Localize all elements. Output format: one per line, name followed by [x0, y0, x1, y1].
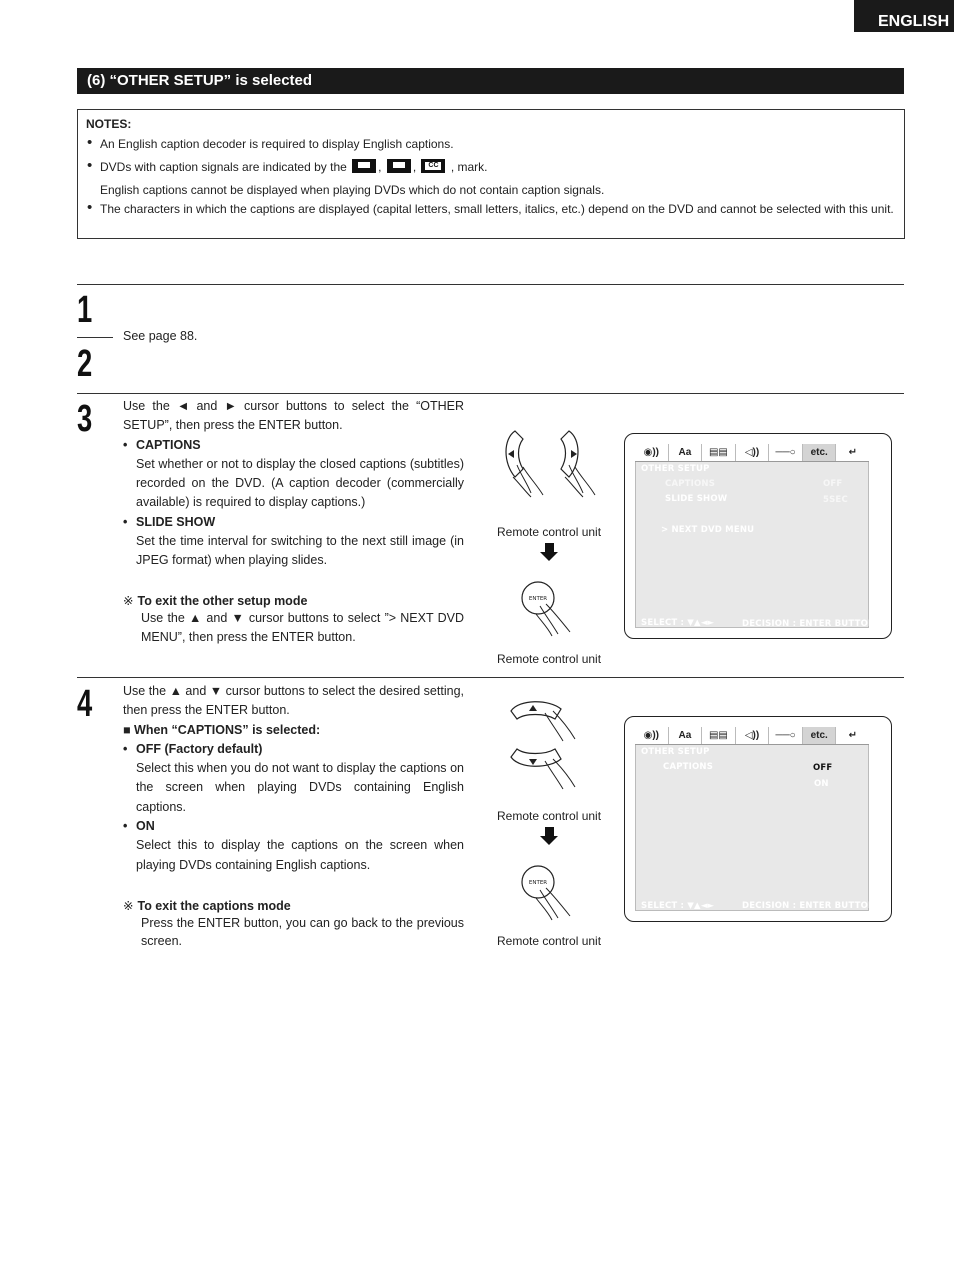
note-item [86, 135, 896, 154]
note-text: DVDs with caption signals are indicated by the [100, 160, 347, 174]
return-tab: ↵ [848, 730, 857, 741]
enter-label: ENTER [528, 596, 548, 602]
setup-tab-bar [635, 444, 869, 462]
exit-description: Use the ▲ and ▼ cursor buttons to select ”> NEXT DVD MENU”, then press the ENTER button. [141, 610, 464, 644]
note-text: , mark. [450, 160, 488, 174]
on-option-heading: • ON [123, 817, 464, 836]
other-setup-tab: etc. [803, 444, 837, 461]
note-item: • DVDs with caption signals are indicated by the , , CC , mark. [87, 157, 488, 174]
step-number: 4 [77, 683, 93, 725]
footer-select-hint: SELECT : ▼▲◄► [641, 618, 715, 628]
display-setup-tab: ▤▤ [702, 727, 736, 744]
bullet-icon: • [87, 134, 93, 151]
other-setup-tab: etc. [803, 727, 837, 744]
step-intro: Use the ◄ and ► cursor buttons to select the “OTHER SETUP”, then press the ENTER button. [123, 399, 464, 433]
reference-mark: ※ [123, 593, 134, 608]
reference-mark: ※ [123, 898, 134, 913]
slideshow-menu-item: SLIDE SHOW [665, 494, 728, 504]
tv-screen-captions [624, 716, 892, 922]
footer-decision-hint: DECISION : ENTER BUTTON [742, 901, 876, 911]
language-setup-tab: Aa [669, 444, 703, 461]
remote-caption: Remote control unit [497, 652, 602, 666]
note-text: The characters in which the captions are displayed (capital letters, small letters, italics, etc.) depend on the DVD and cannot be selected with this unit. [100, 202, 894, 216]
audio-setup-tab: ◁)) [736, 727, 770, 744]
step-number: 2 [77, 343, 93, 385]
disc-setup-tab: ◉)) [635, 727, 669, 744]
note-text: English captions cannot be displayed when playing DVDs which do not contain caption signals. [100, 183, 605, 197]
footer-decision-hint: DECISION : ENTER BUTTON [742, 619, 876, 629]
remote-caption: Remote control unit [497, 525, 602, 539]
enter-label: ENTER [528, 880, 548, 886]
off-option: OFF [813, 763, 833, 773]
divider [77, 284, 904, 285]
step-4-text [123, 682, 464, 950]
language-setup-tab: Aa [669, 727, 703, 744]
captions-value: OFF [823, 479, 843, 489]
divider [77, 393, 904, 394]
captions-menu-item: CAPTIONS [663, 762, 714, 772]
tv-screen-other-setup [624, 433, 892, 639]
parental-lock-tab: ──○ [769, 444, 803, 461]
caption-subtitle-icon [352, 159, 376, 173]
screen-title: OTHER SETUP [641, 747, 710, 757]
left-right-buttons-illustration [497, 425, 607, 500]
note-item [86, 200, 896, 219]
exit-heading [123, 898, 464, 914]
slideshow-heading: • SLIDE SHOW [123, 513, 464, 532]
captions-menu-item: CAPTIONS [665, 479, 716, 489]
step-intro: Use the ▲ and ▼ cursor buttons to select the desired setting, then press the ENTER button. [123, 684, 464, 718]
exit-heading [123, 593, 464, 609]
language-tab: ENGLISH [854, 0, 954, 32]
up-down-buttons-illustration [505, 695, 590, 795]
divider [77, 337, 113, 338]
parental-lock-tab: ──○ [769, 727, 803, 744]
remote-caption: Remote control unit [497, 809, 602, 823]
divider [77, 677, 904, 678]
enter-button-illustration [516, 862, 580, 922]
step-3-text [123, 397, 464, 647]
note-text: An English caption decoder is required to display English captions. [100, 137, 454, 151]
step-number: 1 [77, 289, 93, 331]
exit-heading-text: To exit the other setup mode [137, 593, 308, 608]
note-item [86, 181, 896, 200]
exit-heading-text: To exit the captions mode [137, 898, 291, 913]
footer-select-hint: SELECT : ▼▲◄► [641, 901, 715, 911]
next-dvd-menu-item: > NEXT DVD MENU [661, 525, 755, 535]
off-option-description: Select this when you do not want to display the captions on the screen when playing DVDs containing English captions. [136, 761, 464, 814]
slideshow-description: Set the time interval for switching to the next still image (in JPEG format) when playing slides. [136, 534, 464, 568]
captions-heading: • CAPTIONS [123, 436, 464, 455]
step-number: 3 [77, 398, 93, 440]
step-2-text: See page 88. [123, 329, 198, 343]
when-captions-heading: ■ When “CAPTIONS” is selected: [123, 722, 321, 737]
return-tab: ↵ [848, 447, 857, 458]
off-option-heading: • OFF (Factory default) [123, 740, 464, 759]
screen-title: OTHER SETUP [641, 464, 710, 474]
on-option-description: Select this to display the captions on the screen when playing DVDs containing English captions. [136, 838, 464, 872]
closed-caption-icon: CC [421, 159, 445, 173]
notes-title: NOTES: [86, 117, 132, 131]
caption-subtitle-icon [387, 159, 411, 173]
remote-caption: Remote control unit [497, 934, 602, 948]
setup-tab-bar [635, 727, 869, 745]
on-option: ON [814, 779, 829, 789]
captions-description: Set whether or not to display the closed captions (subtitles) recorded on the DVD. (A caption decoder (commercially available) is required to display captions.) [136, 456, 464, 510]
enter-button-illustration [516, 578, 580, 638]
notes-box [77, 109, 905, 239]
section-title: (6) “OTHER SETUP” is selected [77, 68, 904, 94]
disc-setup-tab: ◉)) [635, 444, 669, 461]
display-setup-tab: ▤▤ [702, 444, 736, 461]
exit-description: Press the ENTER button, you can go back to the previous screen. [141, 915, 464, 948]
bullet-icon: • [87, 199, 93, 216]
slideshow-value: 5SEC [823, 495, 848, 505]
audio-setup-tab: ◁)) [736, 444, 770, 461]
bullet-icon: • [87, 157, 93, 174]
